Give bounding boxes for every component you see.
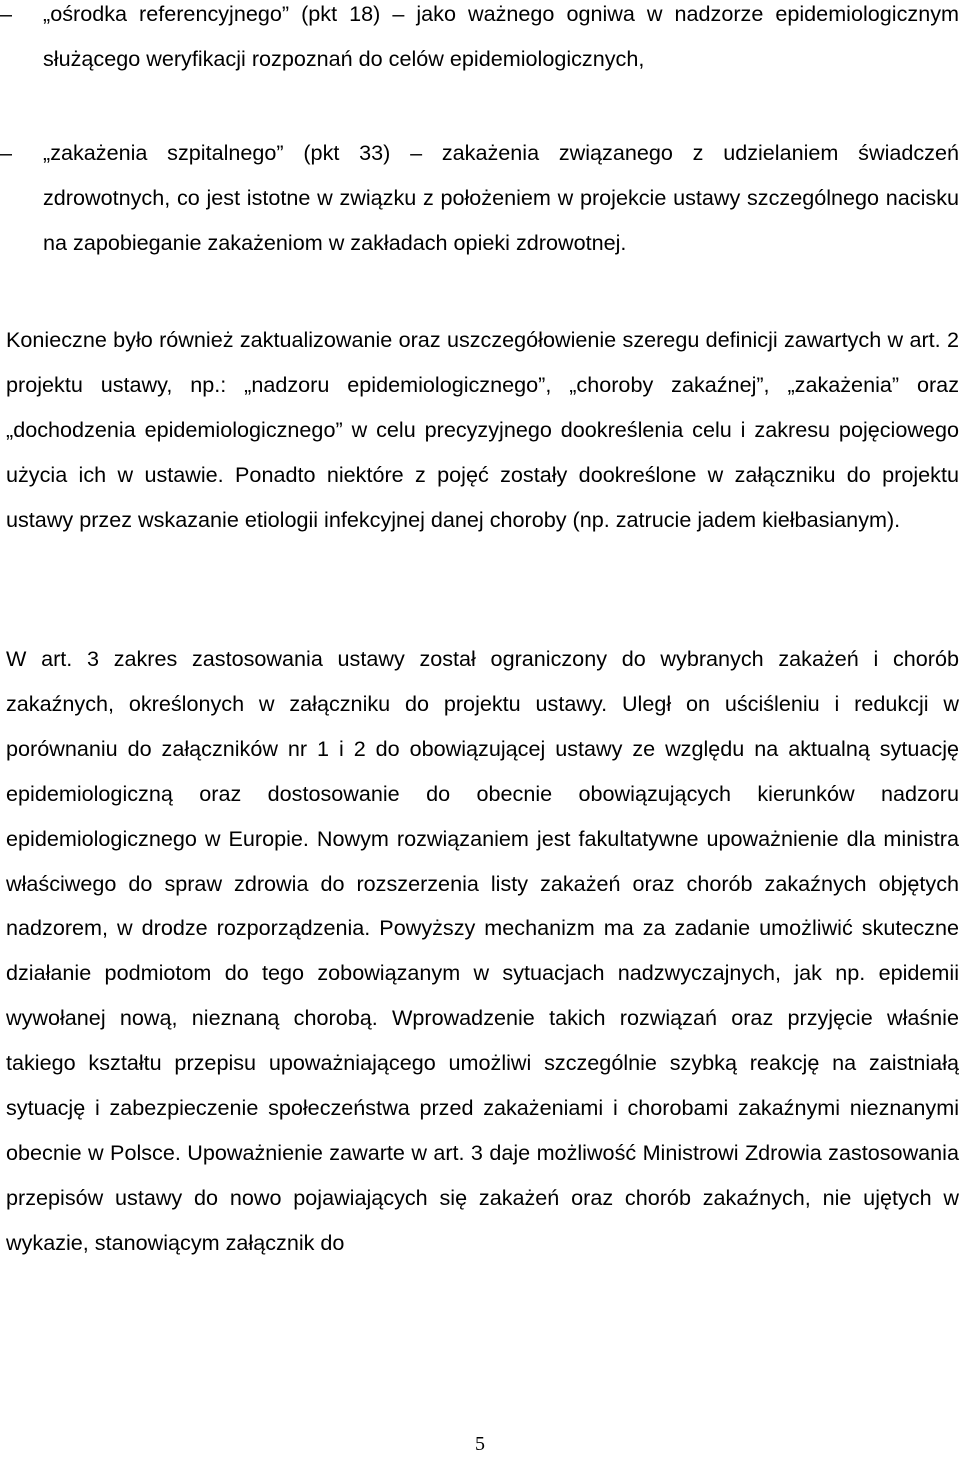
page-number: 5: [475, 1433, 485, 1455]
paragraph-definitions: Konieczne było również zaktualizowanie oraz uszczegółowienie szeregu definicji zawartych w art. 2 projektu ustawy, np.: „nadzoru epidemiologicznego”, „choroby zakaźnej”, „zakażenia” oraz „dochodzenia epidemiologicznego” w celu precyzyjnego dookreślenia celu i zakresu pojęciowego użycia ich w ustawie. Ponadto niektóre z pojęć zostały dookreślone w załączniku do projektu ustawy przez wskazanie etiologii infekcyjnej danej choroby (np. zatrucie jadem kiełbasianym).: [6, 327, 959, 532]
list-item-text: „ośrodka referencyjnego” (pkt 18) – jako ważnego ogniwa w nadzorze epidemiologicznym służącego weryfikacji rozpoznań do celów epidemiologicznych,: [43, 1, 959, 71]
list-dash-marker: –: [0, 1, 13, 26]
paragraph-art-3: W art. 3 zakres zastosowania ustawy został ograniczony do wybranych zakażeń i chorób zakaźnych, określonych w załączniku do projektu ustawy. Uległ on uściśleniu i redukcji w porównaniu do załączników nr 1 i 2 do obowiązującej ustawy ze względu na aktualną sytuację epidemiologiczną oraz dostosowanie do obecnie obowiązujących kierunków nadzoru epidemiologicznego w Europie. Nowym rozwiązaniem jest fakultatywne upoważnienie dla ministra właściwego do spraw zdrowia do rozszerzenia listy zakażeń oraz chorób zakaźnych objętych nadzorem, w drodze rozporządzenia. Powyższy mechanizm ma za zadanie umożliwić skuteczne działanie podmiotom do tego zobowiązanym w sytuacjach nadzwyczajnych, jak np. epidemii wywołanej nową, nieznaną chorobą. Wprowadzenie takich rozwiązań oraz przyjęcie właśnie takiego kształtu przepisu upoważniającego umożliwi szczególnie szybką reakcję na zaistniałą sytuację i zabezpieczenie społeczeństwa przed zakażeniami i chorobami zakaźnymi nieznanymi obecnie w Polsce. Upoważnienie zawarte w art. 3 daje możliwość Ministrowi Zdrowia zastosowania przepisów ustawy do nowo pojawiających się zakażeń oraz chorób zakaźnych, nie ujętych w wykazie, stanowiącym załącznik do: [6, 646, 959, 1255]
list-dash-marker: –: [0, 140, 13, 165]
list-item-text: „zakażenia szpitalnego” (pkt 33) – zakażenia związanego z udzielaniem świadczeń zdrowotnych, co jest istotne w związku z położeniem w projekcie ustawy szczególnego nacisku na zapobieganie zakażeniom w zakładach opieki zdrowotnej.: [43, 140, 959, 255]
